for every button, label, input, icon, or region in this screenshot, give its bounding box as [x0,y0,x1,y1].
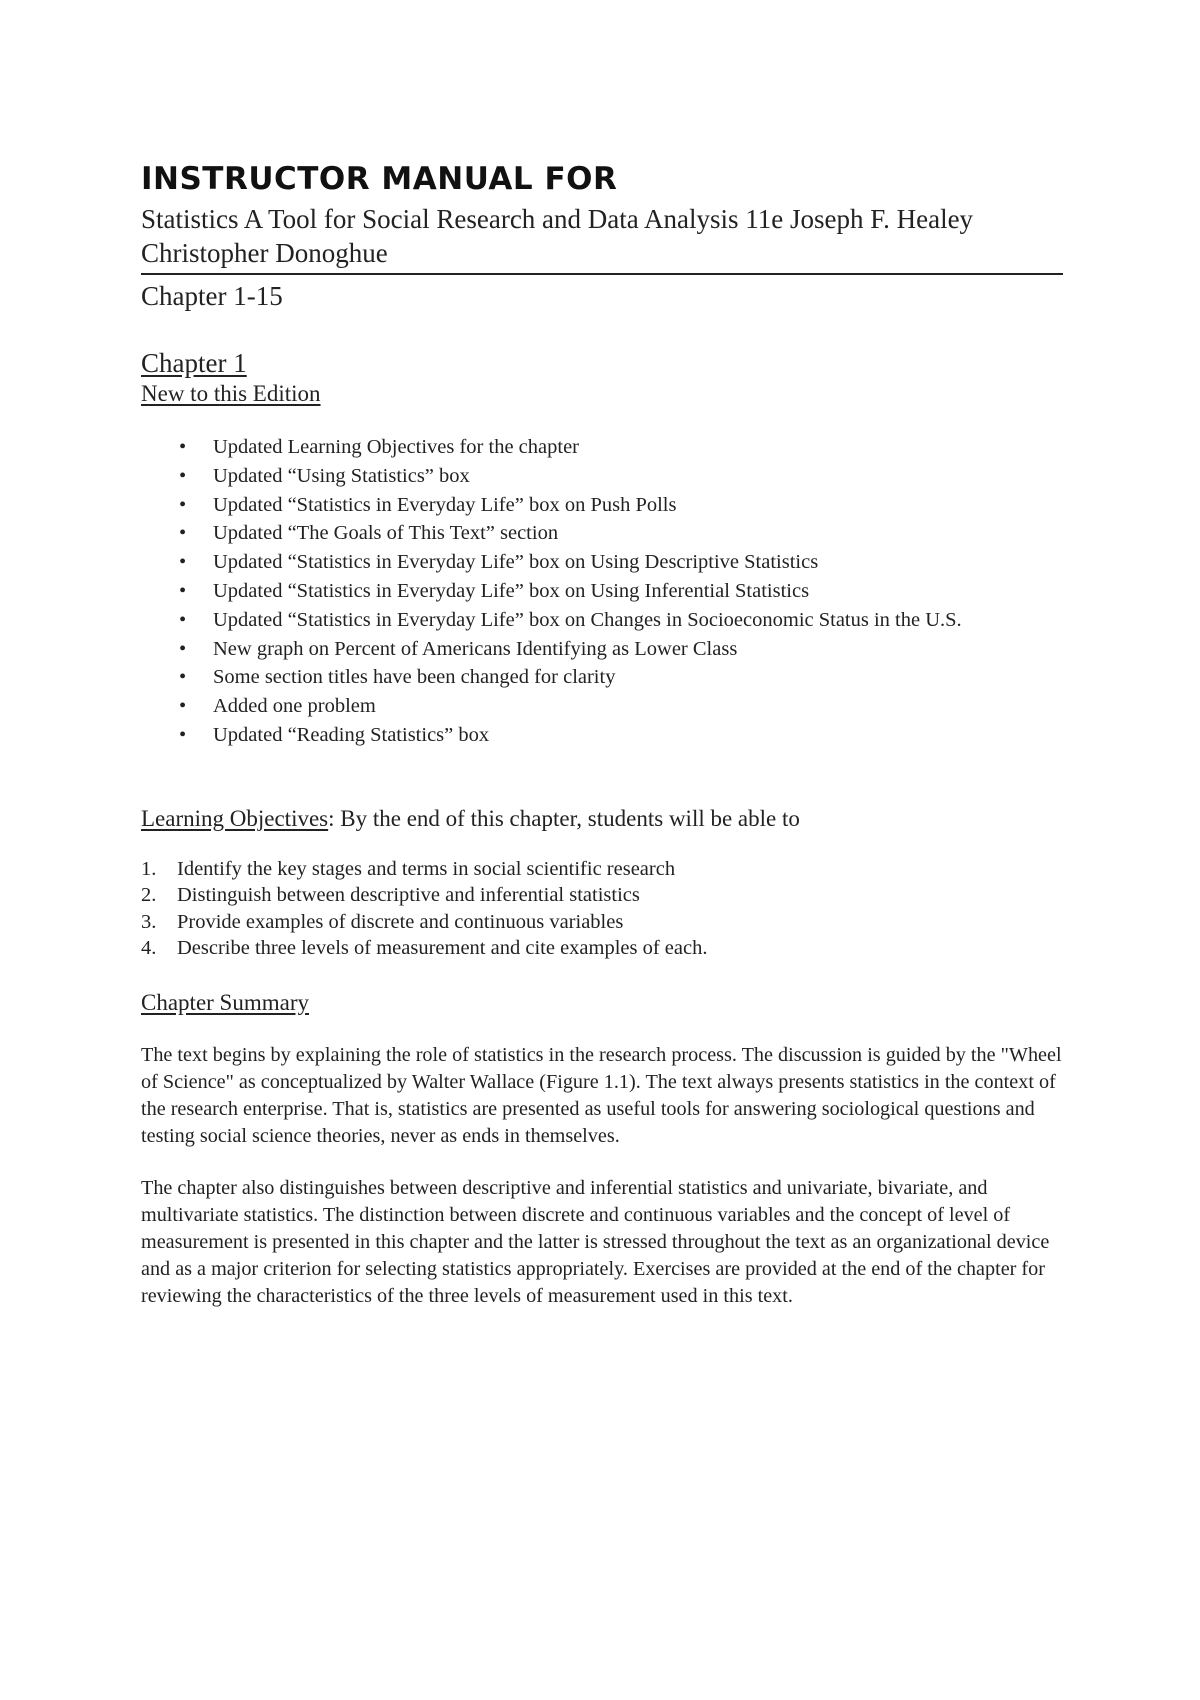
summary-paragraph: The text begins by explaining the role of statistics in the research process. The discussion is guided by the "Wheel of Science" as conceptualized by Walter Wallace (Figure 1.1). The text always presents statistics in the context of the research enterprise. That is, statistics are presented as useful tools for answering sociological questions and testing social science theories, never as ends in themselves. [141,1043,1062,1147]
list-item [141,491,1063,520]
objective-item [141,909,1063,936]
list-item-text: Updated “Statistics in Everyday Life” box on Using Inferential Statistics [213,579,810,602]
list-item [141,548,1063,577]
bullet-icon: • [179,522,187,545]
learning-objectives-label: Learning Objectives [141,805,329,831]
list-item-text: Updated “Statistics in Everyday Life” box on Push Polls [213,493,677,516]
book-title: Statistics A Tool for Social Research and Data Analysis 11e Joseph F. Healey Christopher Donoghue [141,202,1063,275]
bullet-icon: • [179,666,187,689]
summary-paragraph: The chapter also distinguishes between descriptive and inferential statistics and univariate, bivariate, and multivariate statistics. The distinction between discrete and continuous variables and the concept of level of measurement is presented in this chapter and the latter is stressed throughout the text as an organizational device and as a major criterion for selecting statistics appropriately. Exercises are provided at the end of the chapter for reviewing the characteristics of the three levels of measurement used in this text. [141,1176,1050,1307]
bullet-icon: • [179,436,187,458]
list-item-text: Updated “Using Statistics” box [213,464,470,487]
list-item-text: Updated “Reading Statistics” box [213,723,490,746]
bullet-icon: • [179,695,187,718]
objectives-list [141,856,1063,962]
list-item [141,433,1063,462]
learning-objectives-text: : By the end of this chapter, students will be able to [328,805,800,831]
list-item-text: New graph on Percent of Americans Identifying as Lower Class [213,637,738,660]
bullet-icon: • [179,637,187,660]
list-item [141,606,1063,635]
list-item [141,692,1063,721]
list-item [141,663,1063,692]
objective-number: 3. [141,910,157,933]
bullet-icon: • [179,551,187,574]
list-item-text: Updated “The Goals of This Text” section [213,522,559,545]
new-items-list [141,433,1063,750]
bullet-icon: • [179,723,187,746]
chapter-summary-heading: Chapter Summary [141,989,309,1015]
list-item-text: Updated “Statistics in Everyday Life” box on Changes in Socioeconomic Status in the U.S. [213,608,962,631]
objective-item [141,935,1063,962]
list-item-text: Added one problem [213,695,376,718]
objective-number: 1. [141,857,157,880]
objective-text: Identify the key stages and terms in social scientific research [177,857,676,880]
document-page [141,160,1063,1310]
list-item [141,577,1063,606]
new-edition-heading: New to this Edition [141,381,321,406]
chapter-heading: Chapter 1 [141,348,247,378]
bullet-icon: • [179,579,187,602]
objective-text: Describe three levels of measurement and cite examples of each. [177,937,708,960]
objective-item [141,882,1063,909]
list-item [141,635,1063,664]
list-item-text: Some section titles have been changed for clarity [213,666,616,689]
bullet-icon: • [179,464,187,487]
objective-text: Distinguish between descriptive and inferential statistics [177,884,640,907]
chapter-range: Chapter 1-15 [141,281,283,311]
bullet-icon: • [179,493,187,516]
objective-text: Provide examples of discrete and continuous variables [177,910,624,933]
manual-title: INSTRUCTOR MANUAL FOR [141,161,618,197]
learning-objectives-intro [141,804,1063,834]
list-item-text: Updated “Statistics in Everyday Life” box on Using Descriptive Statistics [213,551,819,574]
objective-number: 2. [141,884,157,907]
list-item-text: Updated Learning Objectives for the chapter [213,436,579,458]
bullet-icon: • [179,608,187,631]
objective-item [141,856,1063,883]
list-item [141,462,1063,491]
list-item [141,519,1063,548]
objective-number: 4. [141,937,157,960]
list-item [141,721,1063,750]
